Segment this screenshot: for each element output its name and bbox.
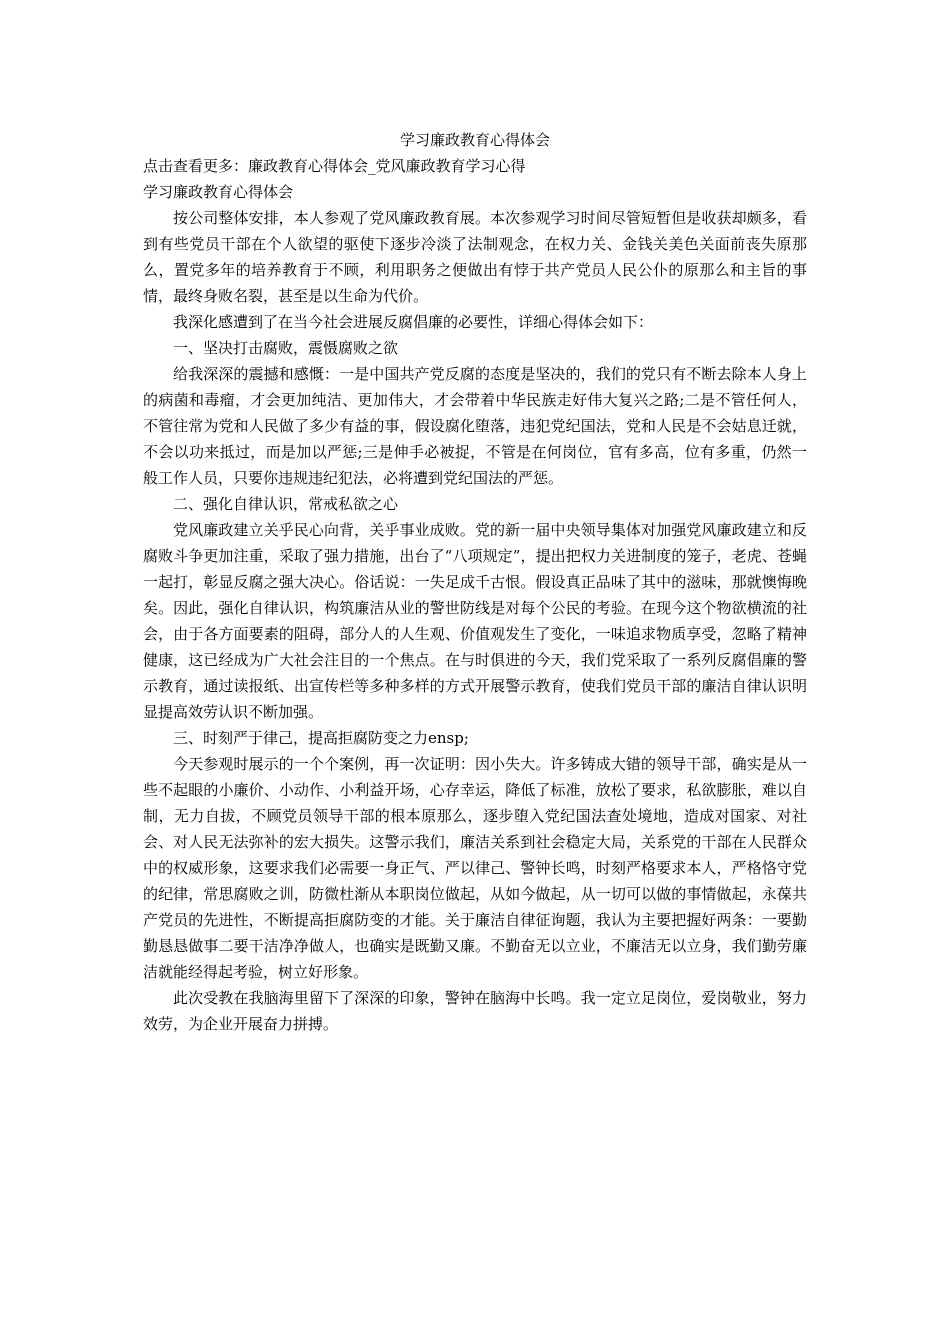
paragraph: 给我深深的震撼和感慨：一是中国共产党反腐的态度是坚决的，我们的党只有不断去除本人身上的病菌和毒瘤，才会更加纯洁、更加伟大，才会带着中华民族走好伟大复兴之路;二是不管任何人，不管往常为党和人民做了多少有益的事，假设腐化堕落，违犯党纪国法，党和人民是不会姑息迁就，不会以功来抵过，而是加以严惩;三是伸手必被捉，不管是在何岗位，官有多高，位有多重，仍然一般工作人员，只要你违规违纪犯法，必将遭到党纪国法的严惩。 [143, 365, 807, 487]
paragraph: 今天参观时展示的一个个案例，再一次证明：因小失大。许多铸成大错的领导干部，确实是从一些不起眼的小廉价、小动作、小利益开场，心存幸运，降低了标准，放松了要求，私欲膨胀，难以自制，无力自拔，不顾党员领导干部的根本原那么，逐步堕入党纪国法查处境地，造成对国家、对社会、对人民无法弥补的宏大损失。这警示我们，廉洁关系到社会稳定大局，关系党的干部在人民群众中的权威形象，这要求我们必需要一身正气、严以律己、警钟长鸣，时刻严格要求本人，严格恪守党的纪律，常思腐败之训，防微杜渐从本职岗位做起，从如今做起，从一切可以做的事情做起，永葆共产党员的先进性，不断提高拒腐防变的才能。关于廉洁自律征询题，我认为主要把握好两条：一要勤勤恳恳做事二要干洁净净做人，也确实是既勤又廉。不勤奋无以立业，不廉洁无以立身，我们勤劳廉洁就能经得起考验，树立好形象。 [143, 755, 807, 981]
paragraph: 此次受教在我脑海里留下了深深的印象，警钟在脑海中长鸣。我一定立足岗位，爱岗敬业，努力效劳，为企业开展奋力拼搏。 [143, 989, 807, 1033]
document-subtitle: 学习廉政教育心得体会 [143, 183, 294, 201]
document-body [143, 205, 807, 1037]
paragraph: 我深化感遭到了在当今社会进展反腐倡廉的必要性，详细心得体会如下： [173, 313, 654, 331]
document-page [143, 127, 807, 1037]
document-title: 学习廉政教育心得体会 [399, 131, 550, 149]
section-heading: 一、坚决打击腐败，震慑腐败之欲 [173, 339, 399, 357]
paragraph: 党风廉政建立关乎民心向背，关乎事业成败。党的新一届中央领导集体对加强党风廉政建立和反腐败斗争更加注重，采取了强力措施，出台了“八项规定”，提出把权力关进制度的笼子，老虎、苍蝇一起打，彰显反腐之强大决心。俗话说：一失足成千古恨。假设真正品味了其中的滋味，那就懊悔晚矣。因此，强化自律认识，构筑廉洁从业的警世防线是对每个公民的考验。在现今这个物欲横流的社会，由于各方面要素的阻碍，部分人的人生观、价值观发生了变化，一味追求物质享受，忽略了精神健康，这已经成为广大社会注目的一个焦点。在与时俱进的今天，我们党采取了一系列反腐倡廉的警示教育，通过读报纸、出宣传栏等多种多样的方式开展警示教育，使我们党员干部的廉洁自律认识明显提高效劳认识不断加强。 [143, 521, 807, 721]
section-heading: 二、强化自律认识，常戒私欲之心 [173, 495, 399, 513]
more-link[interactable]: 点击查看更多：廉政教育心得体会_党风廉政教育学习心得 [143, 157, 526, 175]
section-heading: 三、时刻严于律己，提高拒腐防变之力ensp; [173, 729, 469, 747]
paragraph: 按公司整体安排，本人参观了党风廉政教育展。本次参观学习时间尽管短暂但是收获却颇多，看到有些党员干部在个人欲望的驱使下逐步冷淡了法制观念，在权力关、金钱关美色关面前丧失原那么，置党多年的培养教育于不顾，利用职务之便做出有悖于共产党员人民公仆的原那么和主旨的事情，最终身败名裂，甚至是以生命为代价。 [143, 209, 807, 305]
